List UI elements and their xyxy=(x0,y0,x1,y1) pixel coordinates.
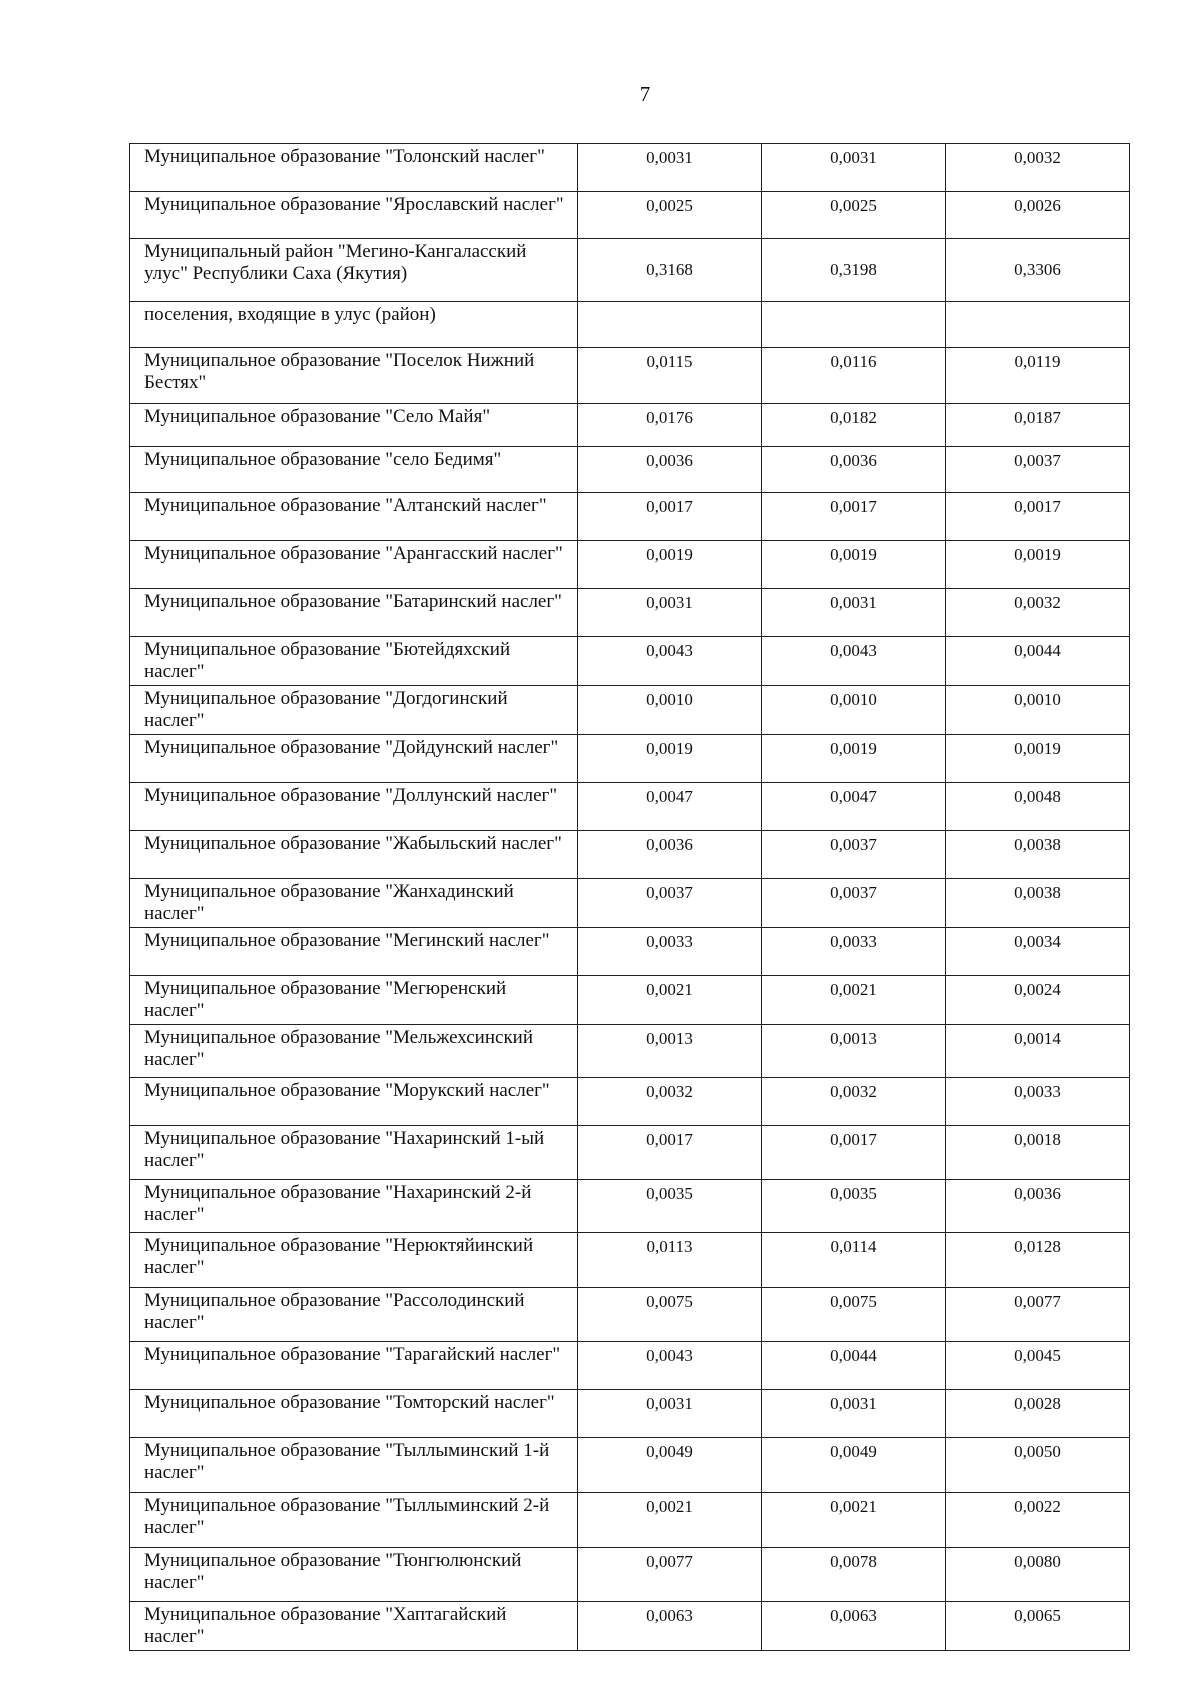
value-cell-2: 0,0078 xyxy=(762,1548,946,1602)
value-cell-2: 0,0017 xyxy=(762,1126,946,1180)
municipality-name-cell: Муниципальное образование "Мегинский наслег" xyxy=(130,928,578,976)
value-cell-3 xyxy=(946,302,1130,348)
municipality-name-cell: Муниципальное образование "Бютейдяхский наслег" xyxy=(130,637,578,686)
value-cell-1: 0,0077 xyxy=(578,1548,762,1602)
value-cell-2: 0,0031 xyxy=(762,1390,946,1438)
table-row xyxy=(130,783,1130,831)
value-cell-1: 0,0013 xyxy=(578,1025,762,1078)
municipality-name-cell: Муниципальное образование "Нахаринский 1-ый наслег" xyxy=(130,1126,578,1180)
table-row xyxy=(130,735,1130,783)
municipality-name-cell: Муниципальное образование "Рассолодинский наслег" xyxy=(130,1288,578,1342)
value-cell-1: 0,0031 xyxy=(578,144,762,192)
municipality-name-cell: Муниципальное образование "Село Майя" xyxy=(130,404,578,447)
value-cell-2: 0,0116 xyxy=(762,348,946,404)
value-cell-2: 0,0031 xyxy=(762,144,946,192)
value-cell-2: 0,0021 xyxy=(762,976,946,1025)
value-cell-2: 0,0031 xyxy=(762,589,946,637)
value-cell-1: 0,0047 xyxy=(578,783,762,831)
table-row xyxy=(130,541,1130,589)
municipality-name-cell: поселения, входящие в улус (район) xyxy=(130,302,578,348)
table-row xyxy=(130,1493,1130,1548)
value-cell-3: 0,0038 xyxy=(946,879,1130,928)
value-cell-3: 0,0037 xyxy=(946,447,1130,493)
value-cell-3: 0,0034 xyxy=(946,928,1130,976)
value-cell-3: 0,0119 xyxy=(946,348,1130,404)
municipality-name-cell: Муниципальное образование "Дойдунский наслег" xyxy=(130,735,578,783)
table-row xyxy=(130,1025,1130,1078)
table-row xyxy=(130,1548,1130,1602)
value-cell-2: 0,0049 xyxy=(762,1438,946,1493)
value-cell-3: 0,0045 xyxy=(946,1342,1130,1390)
value-cell-3: 0,0033 xyxy=(946,1078,1130,1126)
municipality-name-cell: Муниципальное образование "Тюнгюлюнский наслег" xyxy=(130,1548,578,1602)
value-cell-1: 0,0025 xyxy=(578,192,762,239)
municipality-name-cell: Муниципальное образование "Хаптагайский наслег" xyxy=(130,1602,578,1651)
municipality-name-cell: Муниципальное образование "Тыллыминский 2-й наслег" xyxy=(130,1493,578,1548)
value-cell-3: 0,0024 xyxy=(946,976,1130,1025)
value-cell-1: 0,0043 xyxy=(578,637,762,686)
municipality-name-cell: Муниципальное образование "Нерюктяйинский наслег" xyxy=(130,1233,578,1288)
table-row xyxy=(130,928,1130,976)
value-cell-1: 0,0017 xyxy=(578,493,762,541)
table-row xyxy=(130,1180,1130,1233)
value-cell-2: 0,0033 xyxy=(762,928,946,976)
table-row xyxy=(130,1390,1130,1438)
value-cell-1: 0,0019 xyxy=(578,541,762,589)
value-cell-1 xyxy=(578,302,762,348)
value-cell-3: 0,3306 xyxy=(946,239,1130,302)
value-cell-3: 0,0080 xyxy=(946,1548,1130,1602)
value-cell-3: 0,0038 xyxy=(946,831,1130,879)
municipality-name-cell: Муниципальное образование "Жабыльский наслег" xyxy=(130,831,578,879)
value-cell-2: 0,0063 xyxy=(762,1602,946,1651)
table-row xyxy=(130,1078,1130,1126)
municipality-name-cell: Муниципальное образование "Ярославский наслег" xyxy=(130,192,578,239)
table-row xyxy=(130,589,1130,637)
value-cell-2: 0,3198 xyxy=(762,239,946,302)
value-cell-2: 0,0035 xyxy=(762,1180,946,1233)
table-row xyxy=(130,348,1130,404)
table-row xyxy=(130,1602,1130,1651)
municipality-name-cell: Муниципальное образование "Толонский наслег" xyxy=(130,144,578,192)
value-cell-2: 0,0036 xyxy=(762,447,946,493)
municipality-name-cell: Муниципальный район "Мегино-Кангаласский улус" Республики Саха (Якутия) xyxy=(130,239,578,302)
value-cell-1: 0,0036 xyxy=(578,831,762,879)
value-cell-2: 0,0114 xyxy=(762,1233,946,1288)
municipality-name-cell: Муниципальное образование "Тарагайский наслег" xyxy=(130,1342,578,1390)
value-cell-3: 0,0019 xyxy=(946,735,1130,783)
table-row xyxy=(130,686,1130,735)
value-cell-1: 0,0031 xyxy=(578,1390,762,1438)
value-cell-3: 0,0028 xyxy=(946,1390,1130,1438)
municipality-name-cell: Муниципальное образование "Морукский наслег" xyxy=(130,1078,578,1126)
value-cell-1: 0,0032 xyxy=(578,1078,762,1126)
table-row xyxy=(130,831,1130,879)
municipality-name-cell: Муниципальное образование "Тыллыминский 1-й наслег" xyxy=(130,1438,578,1493)
municipality-name-cell: Муниципальное образование "Томторский наслег" xyxy=(130,1390,578,1438)
value-cell-2: 0,0032 xyxy=(762,1078,946,1126)
value-cell-3: 0,0026 xyxy=(946,192,1130,239)
value-cell-3: 0,0032 xyxy=(946,589,1130,637)
value-cell-1: 0,0021 xyxy=(578,976,762,1025)
value-cell-2: 0,0044 xyxy=(762,1342,946,1390)
value-cell-3: 0,0019 xyxy=(946,541,1130,589)
value-cell-1: 0,0049 xyxy=(578,1438,762,1493)
value-cell-2: 0,0013 xyxy=(762,1025,946,1078)
value-cell-3: 0,0022 xyxy=(946,1493,1130,1548)
value-cell-1: 0,0035 xyxy=(578,1180,762,1233)
table-row xyxy=(130,1438,1130,1493)
municipality-name-cell: Муниципальное образование "Жанхадинский наслег" xyxy=(130,879,578,928)
value-cell-2: 0,0010 xyxy=(762,686,946,735)
value-cell-3: 0,0128 xyxy=(946,1233,1130,1288)
value-cell-3: 0,0032 xyxy=(946,144,1130,192)
value-cell-2: 0,0047 xyxy=(762,783,946,831)
value-cell-1: 0,0115 xyxy=(578,348,762,404)
table-row xyxy=(130,879,1130,928)
value-cell-3: 0,0048 xyxy=(946,783,1130,831)
value-cell-2 xyxy=(762,302,946,348)
value-cell-2: 0,0019 xyxy=(762,735,946,783)
value-cell-2: 0,0021 xyxy=(762,1493,946,1548)
value-cell-2: 0,0017 xyxy=(762,493,946,541)
value-cell-1: 0,0019 xyxy=(578,735,762,783)
municipal-coefficients-table xyxy=(129,143,1130,1651)
value-cell-2: 0,0043 xyxy=(762,637,946,686)
table-row xyxy=(130,239,1130,302)
municipality-name-cell: Муниципальное образование "село Бедимя" xyxy=(130,447,578,493)
value-cell-3: 0,0065 xyxy=(946,1602,1130,1651)
table-row xyxy=(130,1342,1130,1390)
value-cell-1: 0,0075 xyxy=(578,1288,762,1342)
municipality-name-cell: Муниципальное образование "Поселок Нижний Бестях" xyxy=(130,348,578,404)
table-row xyxy=(130,144,1130,192)
value-cell-1: 0,0037 xyxy=(578,879,762,928)
value-cell-3: 0,0017 xyxy=(946,493,1130,541)
municipality-name-cell: Муниципальное образование "Арангасский наслег" xyxy=(130,541,578,589)
value-cell-3: 0,0010 xyxy=(946,686,1130,735)
municipality-name-cell: Муниципальное образование "Доллунский наслег" xyxy=(130,783,578,831)
value-cell-1: 0,0063 xyxy=(578,1602,762,1651)
table-row xyxy=(130,637,1130,686)
value-cell-1: 0,0021 xyxy=(578,1493,762,1548)
value-cell-1: 0,0036 xyxy=(578,447,762,493)
table-row xyxy=(130,1126,1130,1180)
value-cell-2: 0,0037 xyxy=(762,879,946,928)
table-row xyxy=(130,976,1130,1025)
value-cell-1: 0,0010 xyxy=(578,686,762,735)
table-row xyxy=(130,1233,1130,1288)
value-cell-2: 0,0025 xyxy=(762,192,946,239)
value-cell-2: 0,0019 xyxy=(762,541,946,589)
value-cell-1: 0,3168 xyxy=(578,239,762,302)
table-row xyxy=(130,192,1130,239)
table-row xyxy=(130,302,1130,348)
value-cell-3: 0,0050 xyxy=(946,1438,1130,1493)
municipality-name-cell: Муниципальное образование "Батаринский наслег" xyxy=(130,589,578,637)
value-cell-1: 0,0031 xyxy=(578,589,762,637)
municipality-name-cell: Муниципальное образование "Нахаринский 2-й наслег" xyxy=(130,1180,578,1233)
value-cell-1: 0,0113 xyxy=(578,1233,762,1288)
value-cell-2: 0,0075 xyxy=(762,1288,946,1342)
value-cell-1: 0,0017 xyxy=(578,1126,762,1180)
page-number: 7 xyxy=(639,82,651,106)
table-row xyxy=(130,447,1130,493)
table-row xyxy=(130,404,1130,447)
value-cell-1: 0,0033 xyxy=(578,928,762,976)
value-cell-2: 0,0037 xyxy=(762,831,946,879)
value-cell-3: 0,0077 xyxy=(946,1288,1130,1342)
municipality-name-cell: Муниципальное образование "Мельжехсинский наслег" xyxy=(130,1025,578,1078)
value-cell-3: 0,0187 xyxy=(946,404,1130,447)
value-cell-3: 0,0044 xyxy=(946,637,1130,686)
municipality-name-cell: Муниципальное образование "Догдогинский наслег" xyxy=(130,686,578,735)
value-cell-1: 0,0043 xyxy=(578,1342,762,1390)
value-cell-2: 0,0182 xyxy=(762,404,946,447)
table-row xyxy=(130,493,1130,541)
value-cell-1: 0,0176 xyxy=(578,404,762,447)
table-row xyxy=(130,1288,1130,1342)
municipality-name-cell: Муниципальное образование "Мегюренский наслег" xyxy=(130,976,578,1025)
value-cell-3: 0,0018 xyxy=(946,1126,1130,1180)
municipality-name-cell: Муниципальное образование "Алтанский наслег" xyxy=(130,493,578,541)
value-cell-3: 0,0014 xyxy=(946,1025,1130,1078)
value-cell-3: 0,0036 xyxy=(946,1180,1130,1233)
